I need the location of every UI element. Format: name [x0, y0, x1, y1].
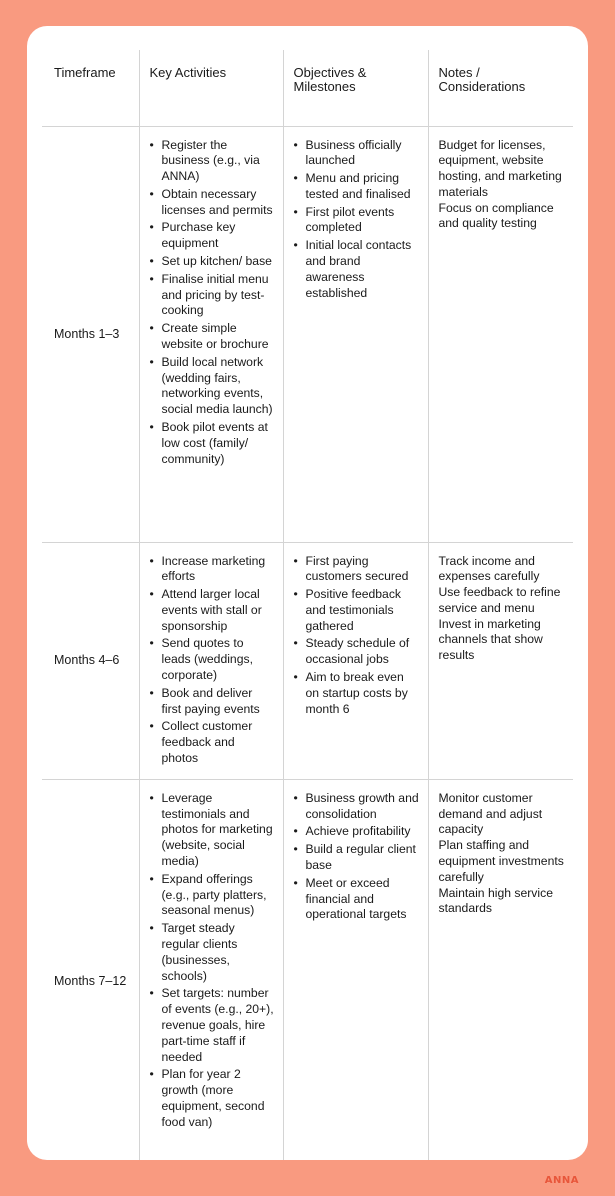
note-line: Use feedback to refine service and menu: [438, 585, 561, 615]
list-item: • Set targets: number of events (e.g., 20+), revenue goals, hire part-time staff if needed: [150, 986, 275, 1065]
notes-cell: [428, 779, 573, 1160]
timeframe-cell: Months 7–12: [42, 779, 139, 1160]
notes-cell: [428, 542, 573, 779]
list-item: • Attend larger local events with stall or sponsorship: [150, 587, 275, 634]
list-item: • Book pilot events at low cost (family/ community): [150, 420, 275, 467]
note-line: Maintain high service standards: [438, 885, 553, 916]
activities-cell: [139, 542, 283, 779]
anna-logo: ANNA: [544, 1175, 579, 1186]
list-item: • Plan for year 2 growth (more equipment, second food van): [150, 1067, 275, 1130]
activities-list: [150, 554, 275, 767]
objectives-list: [294, 138, 420, 302]
activities-cell: [139, 779, 283, 1160]
list-item: • Build a regular client base: [294, 842, 420, 874]
list-item: • Achieve profitability: [294, 824, 420, 840]
column-header-objectives: Objectives & Milestones: [283, 50, 428, 126]
business-plan-table: [42, 50, 573, 1160]
list-item: • Business growth and consolidation: [294, 791, 420, 823]
note-line: Focus on compliance and quality testing: [438, 200, 554, 231]
note-line: Track income and expenses carefully: [438, 553, 540, 584]
list-item: • Purchase key equipment: [150, 220, 275, 252]
list-item: • Expand offerings (e.g., party platters, seasonal menus): [150, 872, 275, 919]
list-item: • Initial local contacts and brand awareness established: [294, 238, 420, 301]
list-item: • Obtain necessary licenses and permits: [150, 187, 275, 219]
content-card: [27, 26, 588, 1160]
list-item: • First paying customers secured: [294, 554, 420, 586]
table-row: [42, 779, 573, 1160]
objectives-cell: [283, 779, 428, 1160]
list-item: • Build local network (wedding fairs, networking events, social media launch): [150, 355, 275, 418]
note-line: Monitor customer demand and adjust capacity: [438, 790, 543, 837]
list-item: • Create simple website or brochure: [150, 321, 275, 353]
list-item: • Book and deliver first paying events: [150, 686, 275, 718]
table-row: [42, 542, 573, 779]
list-item: • Aim to break even on startup costs by month 6: [294, 670, 420, 717]
list-item: • Meet or exceed financial and operational targets: [294, 876, 420, 923]
list-item: • Positive feedback and testimonials gathered: [294, 587, 420, 634]
objectives-cell: [283, 542, 428, 779]
list-item: • Steady schedule of occasional jobs: [294, 636, 420, 668]
column-header-timeframe: Timeframe: [42, 50, 139, 126]
notes-cell: [428, 126, 573, 542]
activities-cell: [139, 126, 283, 542]
timeframe-cell: Months 4–6: [42, 542, 139, 779]
list-item: • Menu and pricing tested and finalised: [294, 171, 420, 203]
list-item: • First pilot events completed: [294, 205, 420, 237]
objectives-list: [294, 791, 420, 923]
note-line: Plan staffing and equipment investments carefully: [438, 838, 564, 884]
list-item: • Leverage testimonials and photos for marketing (website, social media): [150, 791, 275, 870]
activities-list: [150, 791, 275, 1131]
column-header-key-activities: Key Activities: [139, 50, 283, 126]
timeframe-cell: Months 1–3: [42, 126, 139, 542]
list-item: • Send quotes to leads (weddings, corporate): [150, 636, 275, 683]
table-header-row: [42, 50, 573, 126]
column-header-notes: Notes / Considerations: [428, 50, 573, 126]
objectives-list: [294, 554, 420, 718]
list-item: • Set up kitchen/ base: [150, 254, 275, 270]
table-row: [42, 126, 573, 542]
list-item: • Finalise initial menu and pricing by test-cooking: [150, 272, 275, 319]
list-item: • Target steady regular clients (businesses, schools): [150, 921, 275, 984]
note-line: Invest in marketing channels that show results: [438, 616, 543, 663]
objectives-cell: [283, 126, 428, 542]
list-item: • Collect customer feedback and photos: [150, 719, 275, 766]
note-line: Budget for licenses, equipment, website hosting, and marketing materials: [438, 137, 562, 199]
list-item: • Register the business (e.g., via ANNA): [150, 138, 275, 185]
activities-list: [150, 138, 275, 468]
list-item: • Increase marketing efforts: [150, 554, 275, 586]
list-item: • Business officially launched: [294, 138, 420, 170]
